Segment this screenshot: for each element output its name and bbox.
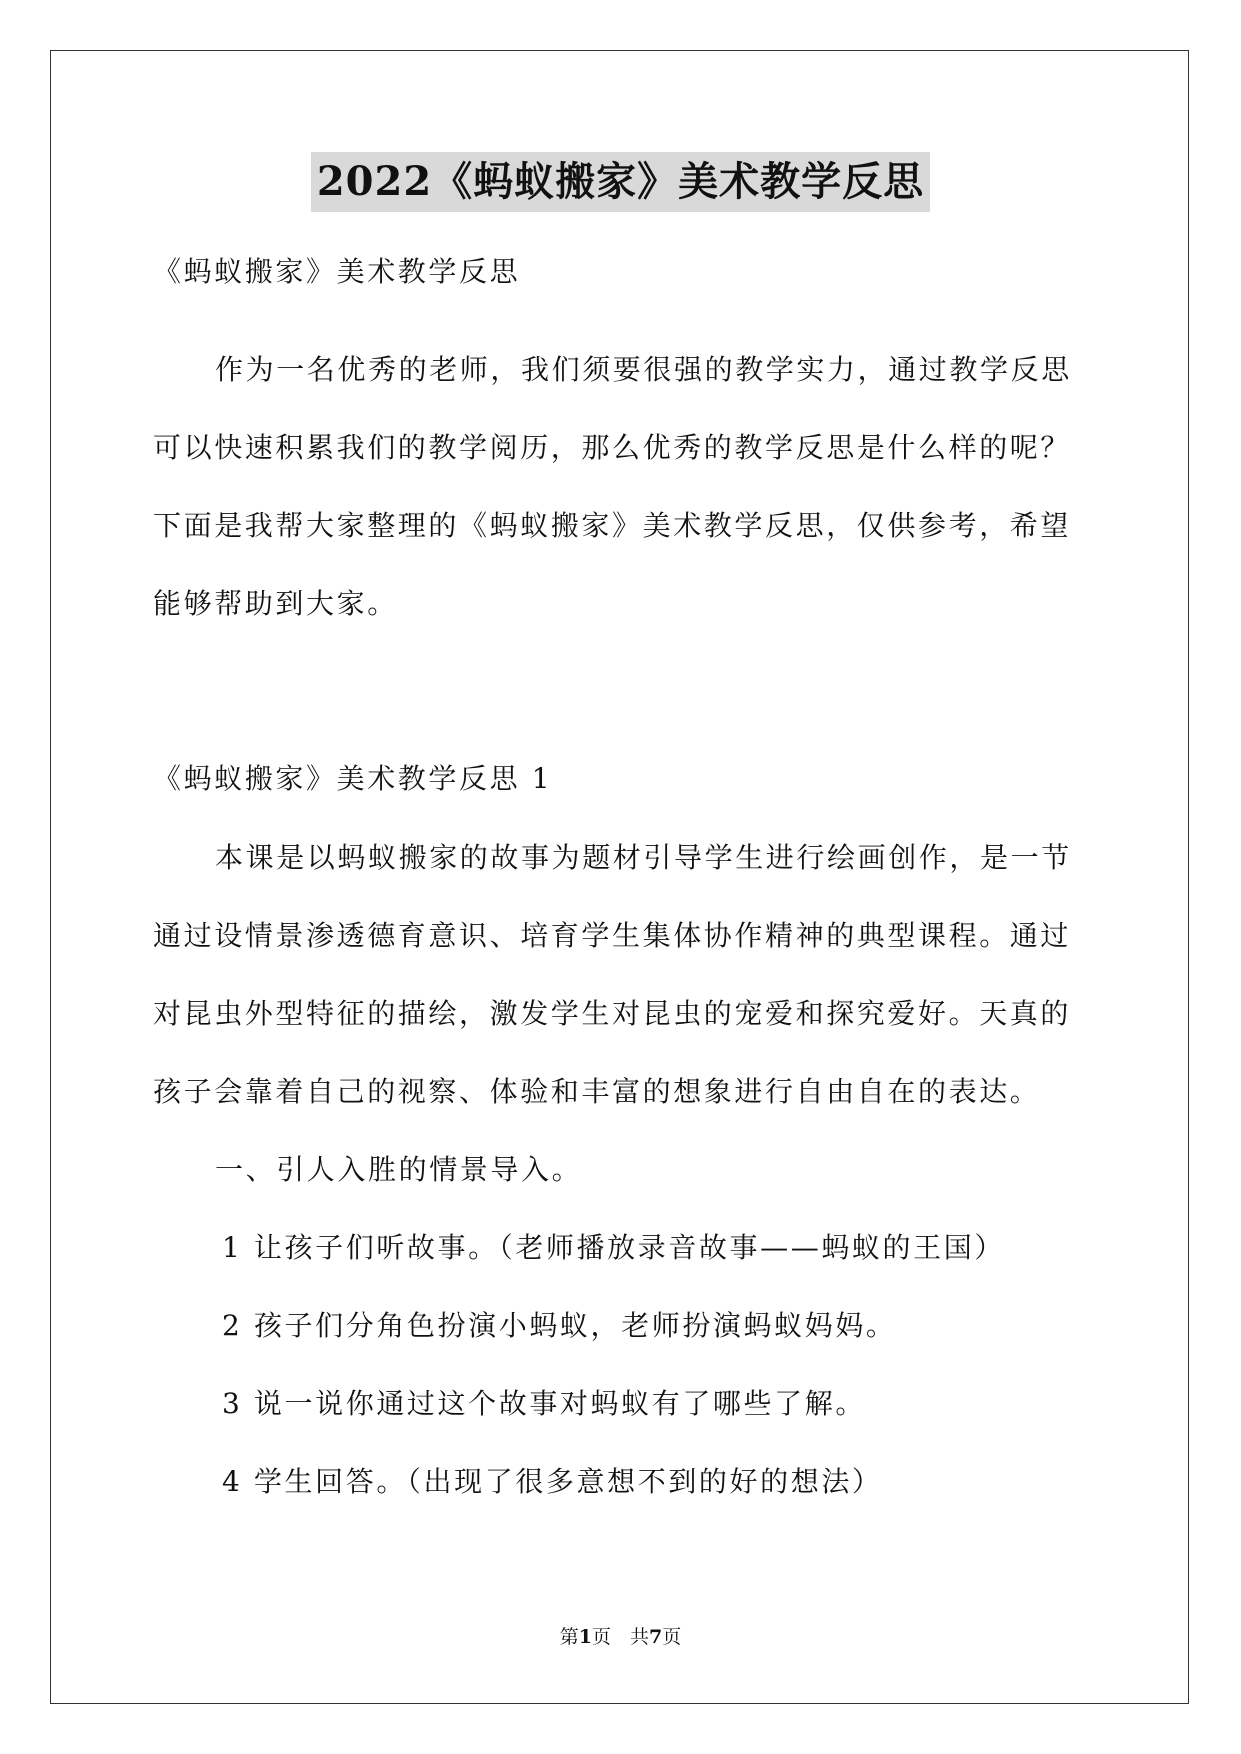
part1-heading: 一、引人入胜的情景导入。 [215,1153,583,1186]
page-suffix: 页 [662,1626,682,1648]
section1-line-1: 本课是以蚂蚁搬家的故事为题材引导学生进行绘画创作，是一节 [215,841,1072,874]
intro-line-3: 下面是我帮大家整理的《蚂蚁搬家》美术教学反思，仅供参考，希望 [153,509,1072,542]
step-4: 4 学生回答。（出现了很多意想不到的好的想法） [222,1465,883,1498]
section1-line-3: 对昆虫外型特征的描绘，激发学生对昆虫的宠爱和探究爱好。天真的 [153,997,1072,1030]
page-prefix: 第 [559,1626,579,1648]
step-2: 2 孩子们分角色扮演小蚂蚁，老师扮演蚂蚁妈妈。 [222,1309,897,1342]
page-mid: 页 共 [591,1626,649,1648]
section-heading-1: 《蚂蚁搬家》美术教学反思 1 [153,762,553,795]
page-total: 7 [649,1626,663,1648]
intro-line-2: 可以快速积累我们的教学阅历，那么优秀的教学反思是什么样的呢？ [153,431,1072,464]
intro-line-4: 能够帮助到大家。 [153,587,398,620]
subtitle: 《蚂蚁搬家》美术教学反思 [153,255,521,288]
document-title: 2022《蚂蚁搬家》美术教学反思 [311,152,930,212]
step-3: 3 说一说你通过这个故事对蚂蚁有了哪些了解。 [222,1387,866,1420]
section1-line-2: 通过设情景渗透德育意识、培育学生集体协作精神的典型课程。通过 [153,919,1072,952]
page-current: 1 [578,1626,592,1648]
intro-line-1: 作为一名优秀的老师，我们须要很强的教学实力，通过教学反思 [215,353,1072,386]
document-title-wrapper [0,152,1241,220]
page-footer [0,1624,1241,1650]
section1-line-4: 孩子会靠着自己的视察、体验和丰富的想象进行自由自在的表达。 [153,1075,1041,1108]
step-1: 1 让孩子们听故事。（老师播放录音故事——蚂蚁的王国） [222,1231,1005,1264]
